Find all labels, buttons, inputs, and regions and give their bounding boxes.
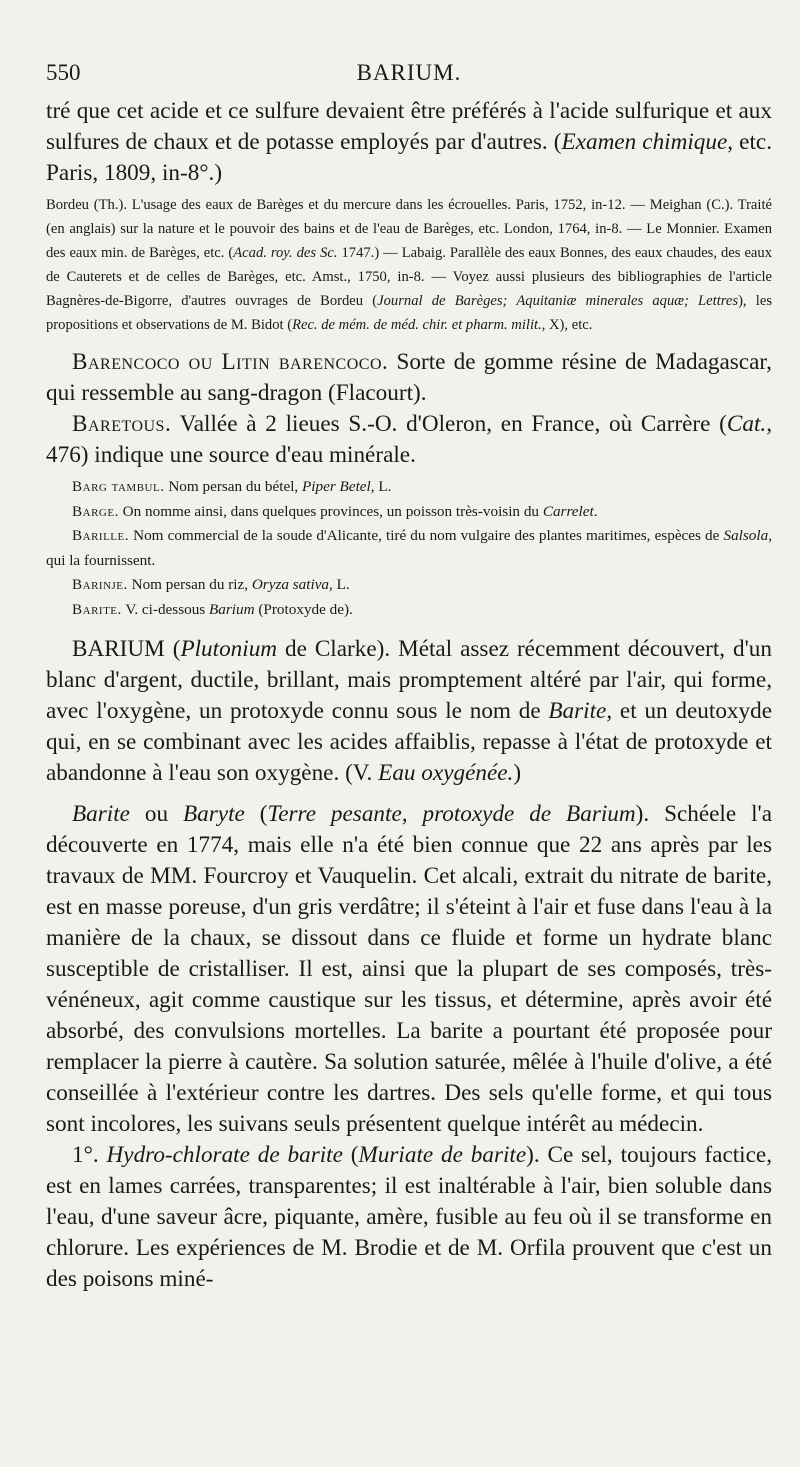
entry-barille: Barille. Nom commercial de la soude d'Alicante, tiré du nom vulgaire des plantes maritimes, espèces de Salsola, qui la fournissent.	[46, 527, 772, 569]
entry-headword: Barge.	[72, 502, 119, 520]
entry-baretous: Baretous. Vallée à 2 lieues S.-O. d'Oleron, en France, où Carrère (Cat., 476) indique une source d'eau minérale.	[46, 411, 772, 468]
page-header	[46, 52, 772, 96]
work-title: Examen chimique	[561, 129, 728, 155]
entry-headword: Barencoco ou Litin barencoco.	[72, 349, 389, 375]
continuation-paragraph: tré que cet acide et ce sulfure devaient être préférés à l'acide sulfurique et aux sulfures de chaux et de potasse employés par d'autres. (Examen chimique, etc. Paris, 1809, in-8°.)	[46, 98, 773, 186]
entry-headword: Barg tambul.	[72, 478, 165, 495]
entry-barite-crossref: Barite. V. ci-dessous Barium (Protoxyde de).	[72, 600, 353, 618]
entry-barencoco: Barencoco ou Litin barencoco. Sorte de gomme résine de Madagascar, qui ressemble au sang-dragon (Flacourt).	[46, 349, 772, 406]
entry-barge: Barge. On nomme ainsi, dans quelques provinces, un poisson très-voisin du Carrelet.	[72, 502, 598, 520]
page-number: 550	[46, 60, 81, 85]
barite-paragraph: Barite ou Baryte (Terre pesante, protoxyde de Barium). Schéele l'a découverte en 1774, mais elle n'a été bien connue que 22 ans après par les travaux de MM. Fourcroy et Vauquelin. Cet alcali, extrait du nitrate de barite, est en masse poreuse, d'un gris verdâtre; il s'éteint à l'air et fuse dans l'eau à la manière de la chaux, se dissout dans ce fluide et forme un hydrate blanc susceptible de cristalliser. Il est, ainsi que la plupart de ses composés, très-vénéneux, agit comme caustique sur les tissus, et détermine, après avoir été absorbé, des convulsions mortelles. La barite a pourtant été proposée pour remplacer la pierre à cautère. Sa solution saturée, mêlée à l'huile d'olive, a été conseillée à l'extérieur contre les dartres. Des sels qu'elle forme, et qui tous sont incolores, les suivans seuls présentent quelque intérêt au médecin.	[46, 801, 772, 1137]
entry-headword: Barite.	[72, 600, 122, 618]
entry-headword: BARIUM	[72, 636, 165, 662]
bibliography-note: Bordeu (Th.). L'usage des eaux de Barèges et du mercure dans les écrouelles. Paris, 1752, in-12. — Meighan (C.). Traité (en anglais) sur la nature et le pouvoir des bains et de l'eau de Barèges, etc. London, 1764, in-8. — Le Monnier. Examen des eaux min. de Barèges, etc. (Acad. roy. des Sc. 1747.) — Labaig. Parallèle des eaux Bonnes, des eaux chaudes, des eaux de Cauterets et de celles de Barèges, etc. Amst., 1750, in-8. — Voyez aussi plusieurs des bibliographies de l'article Bagnères-de-Bigorre, d'autres ouvrages de Bordeu (Journal de Barèges; Aquitaniæ minerales aquæ; Lettres), les propositions et observations de M. Bidot (Rec. de mém. de méd. chir. et pharm. milit., X), etc.	[46, 197, 772, 333]
entry-headword: Baretous.	[72, 411, 172, 437]
entry-headword: Barille.	[72, 527, 130, 544]
entry-headword: Barinje.	[72, 576, 128, 593]
entry-barinje: Barinje. Nom persan du riz, Oryza sativa, L.	[72, 576, 350, 593]
running-title: BARIUM.	[356, 60, 462, 85]
hydrochlorate-paragraph: 1°. Hydro-chlorate de barite (Muriate de barite). Ce sel, toujours factice, est en lames carrées, transparentes; il est inaltérable à l'air, bien soluble dans l'eau, d'une saveur âcre, piquante, amère, fusible au feu où il se transforme en chlorure. Les expériences de M. Brodie et de M. Orfila prouvent que c'est un des poisons miné-	[46, 1142, 772, 1292]
entry-barium: BARIUM (Plutonium de Clarke). Métal assez récemment découvert, d'un blanc d'argent, ductile, brillant, mais promptement altéré par l'air, qui forme, avec l'oxygène, un protoxyde connu sous le nom de Barite, et un deutoxyde qui, en se combinant avec les acides affaiblis, repasse à l'état de protoxyde et abandonne à l'eau son oxygène. (V. Eau oxygénée.)	[46, 636, 772, 786]
entry-barg-tambul: Barg tambul. Nom persan du bétel, Piper Betel, L.	[72, 478, 392, 495]
